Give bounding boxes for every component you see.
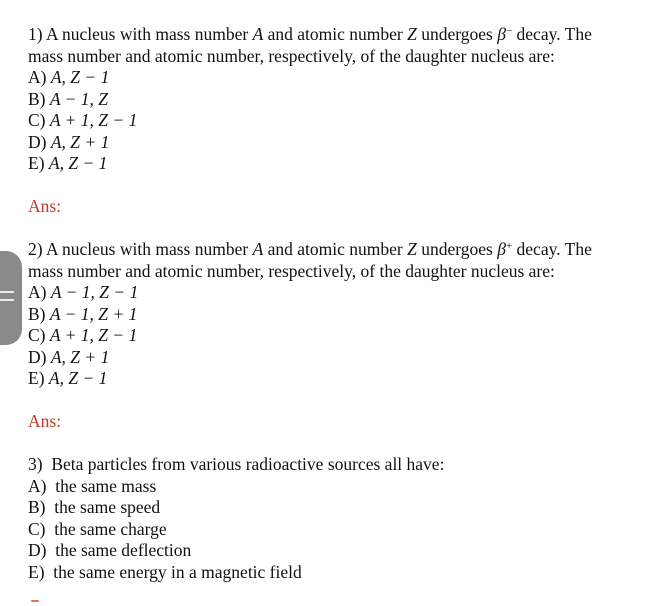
option-text: the same charge [54, 518, 167, 539]
option-d [28, 132, 654, 154]
math-variable: A [252, 239, 264, 259]
cut-off-answer-mark [28, 598, 42, 602]
option-label: E) [28, 561, 45, 582]
charge-superscript: − [505, 25, 513, 37]
question-text: undergoes [416, 24, 498, 44]
option-text: A, Z + 1 [50, 346, 110, 367]
charge-superscript: + [505, 240, 513, 252]
question-text: and atomic number [263, 24, 408, 44]
option-e [28, 562, 654, 584]
option-c [28, 110, 654, 132]
option-label: C) [28, 518, 46, 539]
question-3-text: 3) Beta particles from various radioactive sources all have: [28, 454, 445, 474]
option-text: the same energy in a magnetic field [53, 561, 302, 582]
option-label: E) [28, 368, 45, 388]
option-label: A) [28, 282, 47, 302]
option-a [28, 282, 654, 304]
option-e [28, 153, 654, 175]
option-b [28, 304, 654, 326]
beta-symbol: β [497, 24, 506, 44]
math-variable: Z [407, 239, 417, 259]
option-label: C) [28, 325, 46, 345]
option-text: A + 1, Z − 1 [49, 325, 138, 345]
question-text: undergoes [416, 239, 498, 259]
option-label: D) [28, 131, 47, 152]
option-label: B) [28, 88, 46, 109]
handle-grip-icon [0, 291, 14, 293]
option-text: A − 1, Z − 1 [50, 282, 139, 302]
option-label: D) [28, 346, 47, 367]
option-label: B) [28, 497, 46, 517]
answer-label: Ans: [28, 195, 62, 216]
option-label: E) [28, 153, 45, 173]
question-1-line-2: mass number and atomic number, respectively, of the daughter nucleus are: [28, 45, 555, 66]
option-d [28, 347, 654, 369]
option-label: A) [28, 67, 47, 87]
answer-label: Ans: [28, 410, 62, 431]
option-text: A − 1, Z [49, 88, 109, 109]
option-text: A, Z − 1 [48, 153, 108, 173]
question-1-line-1 [28, 24, 654, 46]
option-a [28, 476, 654, 498]
option-text: the same mass [55, 475, 157, 496]
option-label: C) [28, 110, 46, 130]
beta-symbol: β [497, 239, 506, 259]
option-label: B) [28, 303, 46, 324]
option-d [28, 540, 654, 562]
question-text: 2) A nucleus with mass number [28, 239, 253, 259]
question-2-line-1 [28, 239, 654, 261]
math-variable: A [252, 24, 264, 44]
question-3 [28, 454, 654, 583]
question-text: 1) A nucleus with mass number [28, 24, 253, 44]
option-label: A) [28, 475, 47, 496]
question-2 [28, 239, 654, 432]
question-text: decay. The [512, 239, 592, 259]
option-b [28, 497, 654, 519]
option-text: A, Z − 1 [48, 368, 108, 388]
question-2-line-2: mass number and atomic number, respectively, of the daughter nucleus are: [28, 260, 555, 281]
option-text: the same deflection [55, 540, 192, 560]
option-text: A − 1, Z + 1 [49, 303, 138, 324]
handle-grip-icon [0, 299, 14, 301]
question-1 [28, 24, 654, 217]
option-label: D) [28, 540, 47, 560]
option-text: A, Z + 1 [50, 131, 110, 152]
option-b [28, 89, 654, 111]
question-text: and atomic number [263, 239, 408, 259]
math-variable: Z [407, 24, 417, 44]
option-a [28, 67, 654, 89]
option-c [28, 325, 654, 347]
question-text: decay. The [512, 24, 592, 44]
side-panel-handle[interactable] [0, 251, 22, 345]
option-c [28, 519, 654, 541]
option-e [28, 368, 654, 390]
option-text: the same speed [54, 497, 161, 517]
document-page [28, 24, 654, 583]
option-text: A + 1, Z − 1 [49, 110, 138, 130]
option-text: A, Z − 1 [50, 67, 110, 87]
